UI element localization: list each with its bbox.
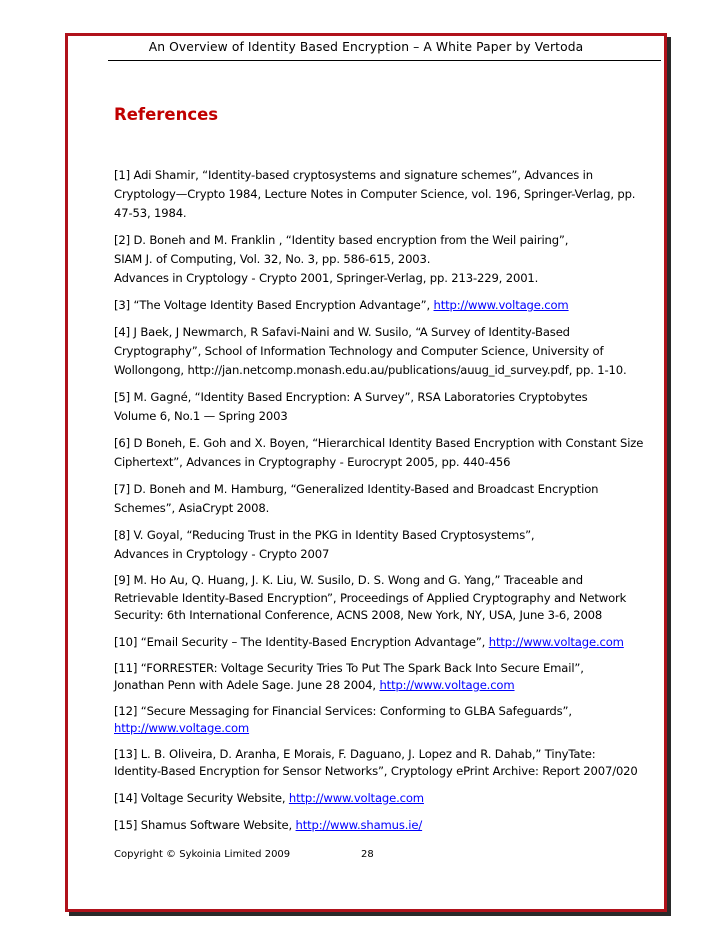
reference-line <box>114 703 659 721</box>
reference-line <box>114 388 659 407</box>
reference-link[interactable]: http://www.voltage.com <box>288 790 424 805</box>
reference-text: Jonathan Penn with Adele Sage. June 28 2004, <box>114 678 380 692</box>
reference-line <box>114 677 659 695</box>
reference-text: [4] J Baek, J Newmarch, R Safavi-Naini and W. Susilo, “A Survey of Identity-Based <box>114 325 570 339</box>
reference-line <box>114 204 659 223</box>
reference-text: Cryptography”, School of Information Technology and Computer Science, University of <box>114 344 604 358</box>
reference-item <box>114 323 659 380</box>
reference-link[interactable]: http://www.voltage.com <box>433 298 569 312</box>
reference-list <box>114 166 659 843</box>
reference-item <box>114 388 659 426</box>
reference-text: [2] D. Boneh and M. Franklin , “Identity based encryption from the Weil pairing”, <box>114 233 569 247</box>
reference-text: [14] Voltage Security Website, <box>114 790 289 805</box>
reference-line <box>114 434 659 453</box>
reference-text: [3] “The Voltage Identity Based Encryption Advantage”, <box>114 298 434 312</box>
reference-line <box>114 526 659 545</box>
reference-line <box>114 499 659 518</box>
copyright-text: Copyright © Sykoinia Limited 2009 <box>114 849 291 860</box>
reference-text: Advances in Cryptology - Crypto 2001, Springer-Verlag, pp. 213-229, 2001. <box>114 271 539 285</box>
page-frame <box>65 33 667 912</box>
reference-text: [12] “Secure Messaging for Financial Services: Conforming to GLBA Safeguards”, <box>114 703 572 718</box>
header-rule <box>108 60 661 61</box>
reference-item <box>114 703 659 738</box>
reference-text: [6] D Boneh, E. Goh and X. Boyen, “Hierarchical Identity Based Encryption with Constant Size <box>114 436 644 450</box>
reference-text: Schemes”, AsiaCrypt 2008. <box>114 501 270 515</box>
reference-item <box>114 231 659 288</box>
reference-text: [9] M. Ho Au, Q. Huang, J. K. Liu, W. Susilo, D. S. Wong and G. Yang,” Traceable and <box>114 573 583 587</box>
reference-item <box>114 816 659 835</box>
reference-line <box>114 633 659 652</box>
reference-line <box>114 607 659 625</box>
reference-link[interactable]: http://www.voltage.com <box>488 634 624 649</box>
reference-line <box>114 296 659 315</box>
reference-text: Cryptology—Crypto 1984, Lecture Notes in Computer Science, vol. 196, Springer-Verlag, pp. <box>114 187 636 201</box>
reference-line <box>114 572 659 590</box>
reference-item <box>114 633 659 652</box>
reference-line <box>114 269 659 288</box>
reference-item <box>114 789 659 808</box>
page-number: 28 <box>361 849 374 860</box>
reference-item <box>114 480 659 518</box>
reference-item <box>114 526 659 564</box>
reference-text: Advances in Cryptology - Crypto 2007 <box>114 547 330 561</box>
reference-text: [5] M. Gagné, “Identity Based Encryption: A Survey”, RSA Laboratories Cryptobytes <box>114 390 588 404</box>
reference-line <box>114 480 659 499</box>
reference-line <box>114 816 659 835</box>
reference-link[interactable]: http://www.voltage.com <box>379 678 515 692</box>
reference-text: Volume 6, No.1 — Spring 2003 <box>114 409 288 423</box>
reference-text: [13] L. B. Oliveira, D. Aranha, E Morais, F. Daguano, J. Lopez and R. Dahab,” TinyTate: <box>114 746 596 761</box>
reference-text: Wollongong, http://jan.netcomp.monash.edu.au/publications/auug_id_survey.pdf, pp. 1-10. <box>114 363 627 377</box>
reference-text: [7] D. Boneh and M. Hamburg, “Generalized Identity-Based and Broadcast Encryption <box>114 482 599 496</box>
reference-line <box>114 590 659 608</box>
reference-item <box>114 660 659 695</box>
reference-text: Ciphertext”, Advances in Cryptography - Eurocrypt 2005, pp. 440-456 <box>114 455 511 469</box>
reference-line <box>114 166 659 185</box>
reference-line <box>114 763 659 781</box>
reference-line <box>114 231 659 250</box>
reference-item <box>114 746 659 781</box>
reference-line <box>114 453 659 472</box>
running-header: An Overview of Identity Based Encryption – A White Paper by Vertoda <box>148 40 584 54</box>
reference-item <box>114 296 659 315</box>
reference-text: Retrievable Identity-Based Encryption”, Proceedings of Applied Cryptography and Network <box>114 590 627 605</box>
reference-line <box>114 342 659 361</box>
reference-text: [11] “FORRESTER: Voltage Security Tries To Put The Spark Back Into Secure Email”, <box>114 660 584 675</box>
reference-line <box>114 361 659 380</box>
reference-line <box>114 185 659 204</box>
reference-line <box>114 407 659 426</box>
reference-text: [1] Adi Shamir, “Identity-based cryptosystems and signature schemes”, Advances in <box>114 168 593 182</box>
reference-text: SIAM J. of Computing, Vol. 32, No. 3, pp. 586-615, 2003. <box>114 252 431 266</box>
reference-line <box>114 545 659 564</box>
reference-line <box>114 789 659 808</box>
reference-link[interactable]: http://www.shamus.ie/ <box>295 817 423 832</box>
reference-link[interactable]: http://www.voltage.com <box>114 721 250 735</box>
reference-text: Identity-Based Encryption for Sensor Networks”, Cryptology ePrint Archive: Report 2007/020 <box>114 764 638 778</box>
reference-text: [10] “Email Security – The Identity-Based Encryption Advantage”, <box>114 634 489 649</box>
reference-line <box>114 323 659 342</box>
reference-text: [8] V. Goyal, “Reducing Trust in the PKG in Identity Based Cryptosystems”, <box>114 528 535 542</box>
reference-line <box>114 660 659 678</box>
page-footer <box>114 849 659 860</box>
reference-text: 47-53, 1984. <box>114 206 187 220</box>
reference-text: [15] Shamus Software Website, <box>114 817 296 832</box>
reference-line <box>114 250 659 269</box>
reference-text: Security: 6th International Conference, ACNS 2008, New York, NY, USA, June 3-6, 2008 <box>114 608 603 622</box>
section-title: References <box>114 105 219 124</box>
reference-line <box>114 720 659 738</box>
reference-item <box>114 434 659 472</box>
reference-line <box>114 746 659 764</box>
reference-item <box>114 572 659 625</box>
reference-item <box>114 166 659 223</box>
